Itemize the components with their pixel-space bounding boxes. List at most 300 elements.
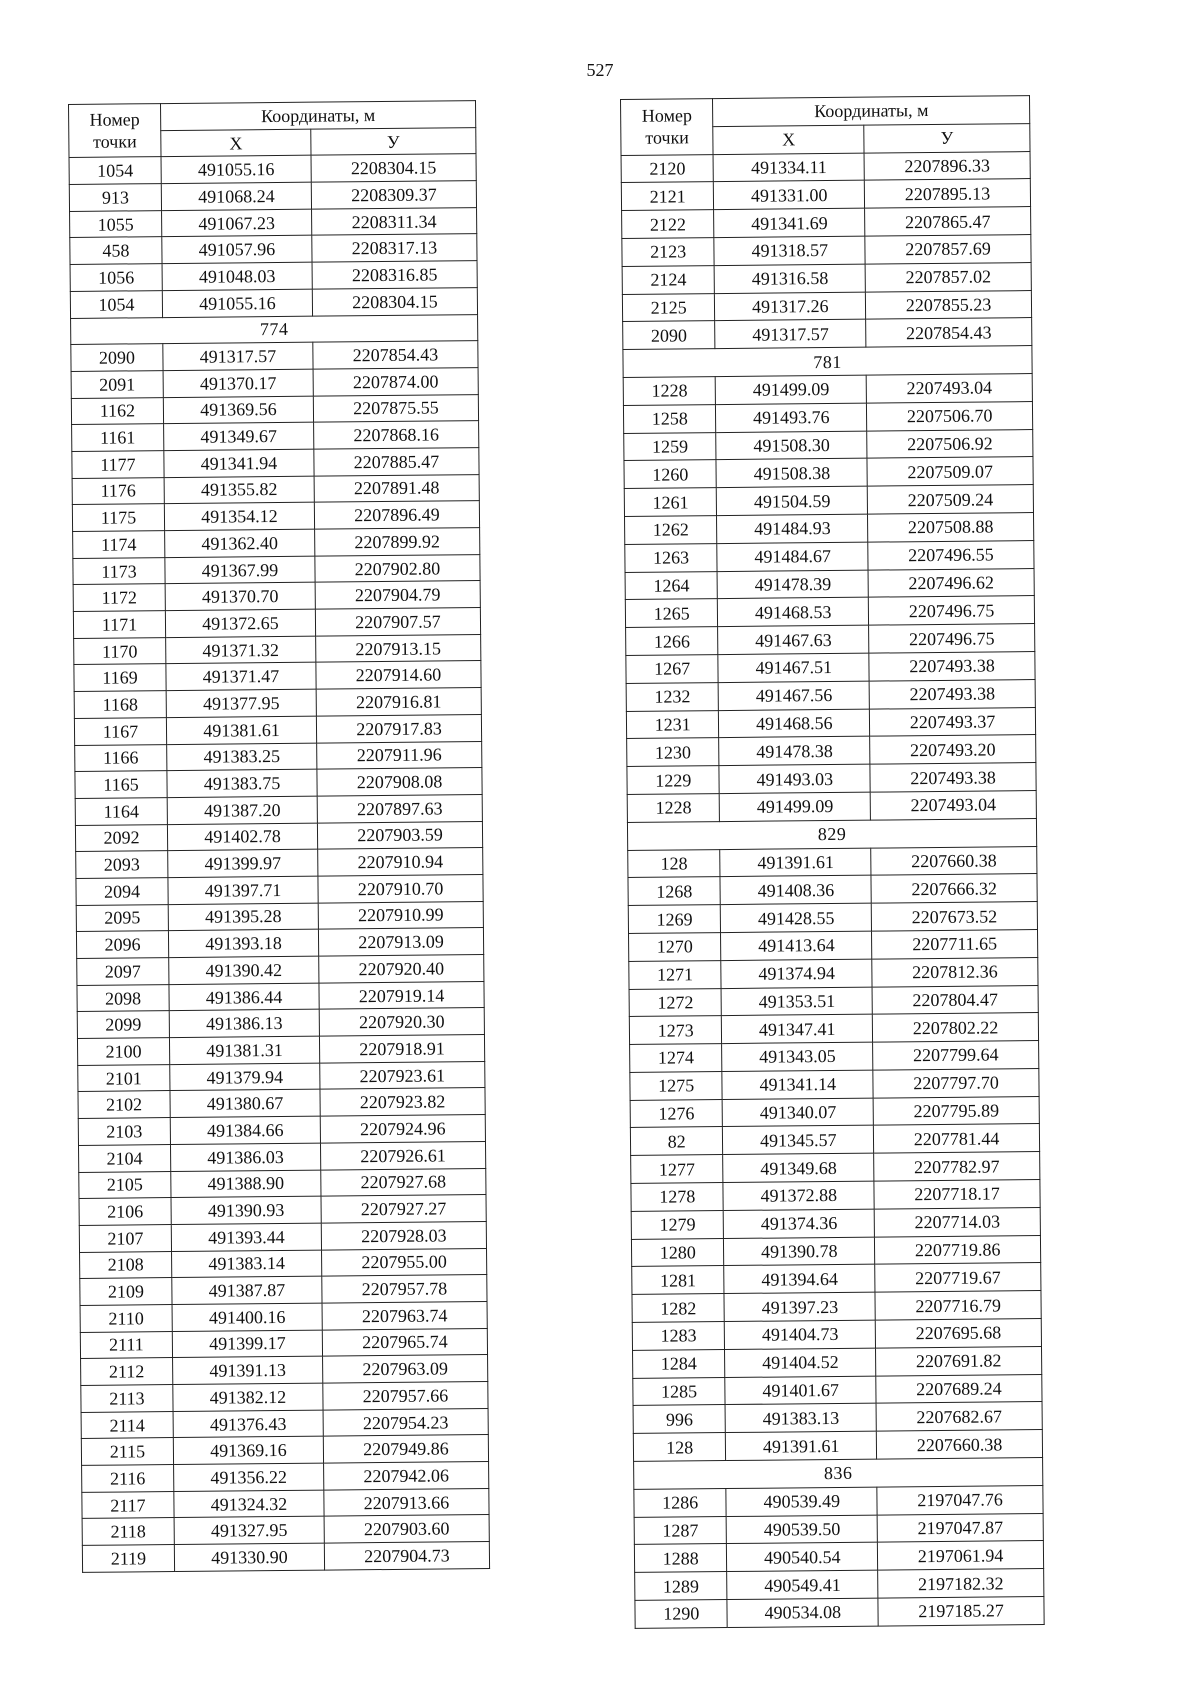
- group-row: [623, 346, 1032, 378]
- table-row: [70, 234, 477, 265]
- y-coordinate-cell: 2207963.09: [323, 1355, 488, 1383]
- x-coordinate-cell: 491057.96: [162, 236, 312, 264]
- table-row: [69, 181, 476, 212]
- y-coordinate-cell: 2207855.23: [866, 290, 1032, 319]
- table-row: [626, 707, 1035, 739]
- x-coordinate-cell: 491493.03: [719, 764, 870, 793]
- x-coordinate-cell: 491387.20: [167, 796, 317, 824]
- point-number-cell: 2124: [622, 265, 715, 294]
- x-coordinate-cell: 491383.14: [172, 1250, 322, 1278]
- x-coordinate-cell: 491354.12: [164, 502, 314, 530]
- point-number-cell: 2118: [82, 1518, 174, 1546]
- point-number-cell: 2122: [622, 210, 715, 239]
- point-number-cell: 1173: [73, 557, 165, 585]
- point-number-cell: 1277: [631, 1155, 724, 1184]
- table-row: [76, 901, 483, 932]
- point-number-cell: 1056: [70, 264, 162, 292]
- point-number-cell: 2099: [77, 1011, 169, 1039]
- x-coordinate-cell: 491317.57: [163, 342, 313, 370]
- table-body: [621, 151, 1044, 1628]
- x-coordinate-cell: 491343.05: [722, 1042, 873, 1071]
- x-coordinate-cell: 491355.82: [164, 476, 314, 504]
- y-coordinate-cell: 2207942.06: [324, 1462, 489, 1490]
- table-row: [627, 763, 1036, 795]
- x-coordinate-cell: 491353.51: [721, 987, 872, 1016]
- y-coordinate-cell: 2207896.33: [864, 151, 1030, 180]
- x-coordinate-cell: 491386.03: [170, 1143, 320, 1171]
- x-coordinate-cell: 491504.59: [717, 486, 868, 515]
- point-number-cell: 1164: [75, 797, 167, 825]
- y-header: У: [864, 123, 1030, 152]
- point-number-cell: 1054: [69, 157, 161, 185]
- table-row: [630, 1068, 1039, 1100]
- y-coordinate-cell: 2207911.96: [317, 741, 482, 769]
- x-coordinate-cell: 491467.51: [718, 653, 869, 682]
- table-row: [81, 1408, 488, 1439]
- point-number-cell: 1168: [74, 691, 166, 719]
- table-row: [622, 290, 1031, 322]
- table-row: [635, 1597, 1044, 1629]
- x-header: X: [713, 125, 864, 154]
- table-row: [622, 207, 1031, 239]
- y-coordinate-cell: 2207874.00: [313, 367, 478, 395]
- table-row: [629, 985, 1038, 1017]
- x-coordinate-cell: 491478.39: [717, 570, 868, 599]
- y-coordinate-cell: 2207797.70: [873, 1068, 1039, 1097]
- table-row: [75, 821, 482, 852]
- point-number-cell: 458: [70, 237, 162, 265]
- x-coordinate-cell: 491499.09: [720, 792, 871, 821]
- table-row: [76, 874, 483, 905]
- x-coordinate-cell: 491377.95: [166, 689, 316, 717]
- point-number-cell: 2090: [623, 321, 716, 350]
- x-coordinate-cell: 491327.95: [174, 1517, 324, 1545]
- point-number-cell: 1284: [633, 1349, 726, 1378]
- x-coordinate-cell: 491349.68: [723, 1153, 874, 1182]
- point-number-header: [69, 104, 162, 158]
- x-coordinate-cell: 491499.09: [716, 375, 867, 404]
- y-coordinate-cell: 2207812.36: [872, 957, 1038, 986]
- y-coordinate-cell: 2207506.70: [867, 401, 1033, 430]
- y-coordinate-cell: 2207920.40: [319, 955, 484, 983]
- x-coordinate-cell: 491399.17: [172, 1330, 322, 1358]
- x-coordinate-cell: 491383.25: [167, 743, 317, 771]
- x-coordinate-cell: 491317.26: [715, 292, 866, 321]
- y-coordinate-cell: 2207913.15: [316, 634, 481, 662]
- y-coordinate-cell: 2207902.80: [315, 554, 480, 582]
- x-coordinate-cell: 491068.24: [161, 182, 311, 210]
- table-row: [70, 287, 477, 318]
- x-coordinate-cell: 490539.49: [726, 1487, 877, 1516]
- y-coordinate-cell: 2207885.47: [314, 448, 479, 476]
- table-row: [625, 513, 1034, 545]
- y-coordinate-cell: 2207891.48: [314, 474, 479, 502]
- table-header: [621, 96, 1031, 156]
- table-row: [631, 1207, 1040, 1239]
- x-coordinate-cell: 491048.03: [162, 262, 312, 290]
- y-coordinate-cell: 2207714.03: [874, 1207, 1040, 1236]
- point-number-cell: 2120: [621, 154, 714, 183]
- y-coordinate-cell: 2207509.07: [867, 457, 1033, 486]
- point-number-cell: 2091: [71, 370, 163, 398]
- table-row: [635, 1569, 1044, 1601]
- table-row: [622, 262, 1031, 294]
- point-number-cell: 2102: [78, 1091, 170, 1119]
- table-row: [72, 421, 479, 452]
- point-number-header: [621, 99, 714, 155]
- y-coordinate-cell: 2207799.64: [873, 1041, 1039, 1070]
- table-row: [76, 928, 483, 959]
- y-coordinate-cell: 2207914.60: [316, 661, 481, 689]
- y-coordinate-cell: 2207719.67: [875, 1263, 1041, 1292]
- point-number-cell: 1055: [70, 210, 162, 238]
- point-number-cell: 1267: [626, 655, 719, 684]
- x-coordinate-cell: 491345.57: [723, 1126, 874, 1155]
- table-row: [78, 1115, 485, 1146]
- point-number-cell: 1283: [632, 1322, 725, 1351]
- y-coordinate-cell: 2207896.49: [314, 501, 479, 529]
- x-coordinate-cell: 491067.23: [162, 209, 312, 237]
- x-coordinate-cell: 491369.56: [163, 396, 313, 424]
- x-coordinate-cell: 491390.78: [724, 1237, 875, 1266]
- table-row: [628, 846, 1037, 878]
- y-coordinate-cell: 2207868.16: [314, 421, 479, 449]
- y-coordinate-cell: 2207903.60: [324, 1515, 489, 1543]
- table-row: [631, 1235, 1040, 1267]
- point-number-cell: 1264: [625, 571, 718, 600]
- point-number-cell: 996: [633, 1405, 726, 1434]
- point-number-cell: 2098: [77, 984, 169, 1012]
- y-coordinate-cell: 2208304.15: [312, 287, 477, 315]
- x-coordinate-cell: 491367.99: [165, 556, 315, 584]
- table-row: [630, 1096, 1039, 1128]
- point-number-cell: 1269: [628, 905, 721, 934]
- group-number: 829: [627, 818, 1036, 850]
- table-row: [80, 1275, 487, 1306]
- table-row: [630, 1041, 1039, 1073]
- table-row: [75, 741, 482, 772]
- y-coordinate-cell: 2208317.13: [312, 234, 477, 262]
- x-coordinate-cell: 491317.57: [715, 320, 866, 349]
- x-coordinate-cell: 491383.13: [725, 1404, 876, 1433]
- y-coordinate-cell: 2207963.74: [322, 1301, 487, 1329]
- y-coordinate-cell: 2207716.79: [875, 1291, 1041, 1320]
- table-row: [626, 651, 1035, 683]
- group-number: 836: [634, 1458, 1043, 1490]
- table-body: [69, 154, 490, 1572]
- table-row: [72, 501, 479, 532]
- y-coordinate-cell: 2207782.97: [874, 1152, 1040, 1181]
- y-coordinate-cell: 2208316.85: [312, 261, 477, 289]
- point-number-cell: 1272: [629, 988, 722, 1017]
- point-number-cell: 2090: [71, 344, 163, 372]
- x-coordinate-cell: 491393.18: [168, 929, 318, 957]
- point-number-cell: 2112: [81, 1358, 173, 1386]
- point-number-cell: 2097: [77, 958, 169, 986]
- x-coordinate-cell: 491341.94: [164, 449, 314, 477]
- point-number-header-line2: точки: [92, 131, 137, 152]
- y-coordinate-cell: 2207496.62: [868, 568, 1034, 597]
- table-row: [76, 848, 483, 879]
- y-coordinate-cell: 2207804.47: [872, 985, 1038, 1014]
- point-number-cell: 1231: [626, 710, 719, 739]
- x-coordinate-cell: 491379.94: [170, 1063, 320, 1091]
- y-coordinate-cell: 2207928.03: [321, 1221, 486, 1249]
- point-number-cell: 1280: [631, 1238, 724, 1267]
- y-coordinate-cell: 2207857.69: [865, 235, 1031, 264]
- y-coordinate-cell: 2207919.14: [319, 981, 484, 1009]
- table-row: [631, 1180, 1040, 1212]
- x-coordinate-cell: 491330.90: [174, 1543, 324, 1571]
- table-row: [70, 261, 477, 292]
- point-number-cell: 1167: [74, 717, 166, 745]
- table-row: [632, 1263, 1041, 1295]
- x-coordinate-cell: 491484.93: [717, 514, 868, 543]
- table-row: [72, 474, 479, 505]
- table-row: [80, 1248, 487, 1279]
- x-coordinate-cell: 491318.57: [714, 236, 865, 265]
- table-row: [77, 1035, 484, 1066]
- table-row: [69, 154, 476, 185]
- point-number-cell: 128: [633, 1433, 726, 1462]
- y-coordinate-cell: 2207910.94: [318, 848, 483, 876]
- point-number-cell: 1228: [627, 793, 720, 822]
- point-number-cell: 1278: [631, 1183, 724, 1212]
- table-row: [77, 955, 484, 986]
- point-number-cell: 2093: [76, 851, 168, 879]
- table-row: [71, 341, 478, 372]
- table-row: [633, 1402, 1042, 1434]
- table-row: [79, 1168, 486, 1199]
- y-coordinate-cell: 2208309.37: [311, 181, 476, 209]
- y-coordinate-cell: 2207926.61: [320, 1141, 485, 1169]
- y-coordinate-cell: 2207957.78: [322, 1275, 487, 1303]
- y-coordinate-cell: 2207802.22: [872, 1013, 1038, 1042]
- group-number: 774: [71, 314, 478, 345]
- table-row: [71, 367, 478, 398]
- table-row: [78, 1088, 485, 1119]
- y-coordinate-cell: 2207496.75: [868, 596, 1034, 625]
- y-coordinate-cell: 2207509.24: [867, 485, 1033, 514]
- point-number-cell: 1169: [74, 664, 166, 692]
- point-number-cell: 1275: [630, 1071, 723, 1100]
- y-coordinate-cell: 2207927.27: [321, 1195, 486, 1223]
- table-row: [628, 902, 1037, 934]
- x-coordinate-cell: 491390.42: [169, 956, 319, 984]
- point-number-cell: 1165: [75, 771, 167, 799]
- table-row: [621, 179, 1030, 211]
- group-row: [71, 314, 478, 345]
- point-number-cell: 1266: [626, 627, 719, 656]
- x-coordinate-cell: 490540.54: [727, 1543, 878, 1572]
- y-coordinate-cell: 2207795.89: [873, 1096, 1039, 1125]
- point-number-cell: 2111: [80, 1331, 172, 1359]
- x-coordinate-cell: 491387.87: [172, 1276, 322, 1304]
- point-number-cell: 2096: [76, 931, 168, 959]
- table-row: [82, 1462, 489, 1493]
- point-number-cell: 2114: [81, 1411, 173, 1439]
- y-coordinate-cell: 2197182.32: [878, 1569, 1044, 1598]
- y-coordinate-cell: 2207496.75: [869, 624, 1035, 653]
- x-coordinate-cell: 491400.16: [172, 1303, 322, 1331]
- point-number-cell: 1261: [624, 488, 717, 517]
- y-coordinate-cell: 2197047.76: [877, 1485, 1043, 1514]
- table-row: [628, 874, 1037, 906]
- point-number-cell: 2107: [79, 1224, 171, 1252]
- point-number-cell: 1290: [635, 1600, 728, 1629]
- table-row: [632, 1291, 1041, 1323]
- table-row: [78, 1061, 485, 1092]
- y-coordinate-cell: 2207673.52: [871, 902, 1037, 931]
- x-coordinate-cell: 491386.13: [169, 1010, 319, 1038]
- x-coordinate-cell: 491404.73: [725, 1320, 876, 1349]
- x-coordinate-cell: 490549.41: [727, 1570, 878, 1599]
- y-coordinate-cell: 2207923.82: [320, 1088, 485, 1116]
- x-coordinate-cell: 491404.52: [725, 1348, 876, 1377]
- point-number-cell: 2106: [79, 1198, 171, 1226]
- point-number-cell: 1288: [634, 1544, 727, 1573]
- point-number-cell: 1287: [634, 1516, 727, 1545]
- y-coordinate-cell: 2207965.74: [322, 1328, 487, 1356]
- table-row: [77, 981, 484, 1012]
- point-number-cell: 1258: [623, 404, 716, 433]
- x-coordinate-cell: 491316.58: [715, 264, 866, 293]
- table-row: [634, 1485, 1043, 1517]
- x-coordinate-cell: 491370.70: [165, 583, 315, 611]
- table-row: [624, 457, 1033, 489]
- table-row: [73, 554, 480, 585]
- y-coordinate-cell: 2207904.79: [315, 581, 480, 609]
- x-coordinate-cell: 491381.61: [166, 716, 316, 744]
- table-row: [80, 1328, 487, 1359]
- y-coordinate-cell: 2207493.38: [869, 651, 1035, 680]
- point-number-cell: 1162: [71, 397, 163, 425]
- point-number-cell: 1276: [630, 1099, 723, 1128]
- table-row: [77, 1008, 484, 1039]
- table-row: [73, 608, 480, 639]
- x-coordinate-cell: 491382.12: [173, 1383, 323, 1411]
- table-row: [621, 151, 1030, 183]
- y-coordinate-cell: 2207923.61: [320, 1061, 485, 1089]
- x-coordinate-cell: 491390.93: [171, 1196, 321, 1224]
- table-row: [80, 1301, 487, 1332]
- table-row: [75, 794, 482, 825]
- point-number-cell: 1262: [625, 516, 718, 545]
- x-coordinate-cell: 491397.71: [168, 876, 318, 904]
- y-coordinate-cell: 2207493.38: [870, 763, 1036, 792]
- point-number-cell: 1273: [629, 1016, 722, 1045]
- coordinates-table-right: [620, 95, 1045, 1629]
- y-coordinate-cell: 2207781.44: [874, 1124, 1040, 1153]
- x-coordinate-cell: 491478.38: [719, 736, 870, 765]
- x-coordinate-cell: 491340.07: [723, 1098, 874, 1127]
- y-coordinate-cell: 2207897.63: [317, 794, 482, 822]
- y-coordinate-cell: 2207689.24: [876, 1374, 1042, 1403]
- x-coordinate-cell: 491386.44: [169, 983, 319, 1011]
- y-coordinate-cell: 2208311.34: [312, 207, 477, 235]
- x-coordinate-cell: 491383.75: [167, 769, 317, 797]
- y-coordinate-cell: 2207924.96: [320, 1115, 485, 1143]
- x-coordinate-cell: 491362.40: [165, 529, 315, 557]
- table-row: [622, 235, 1031, 267]
- group-row: [627, 818, 1036, 850]
- point-number-cell: 1161: [72, 424, 164, 452]
- point-number-cell: 1263: [625, 543, 718, 572]
- point-number-header-line1: Номер: [89, 109, 140, 130]
- x-header: X: [161, 129, 311, 157]
- x-coordinate-cell: 491347.41: [722, 1014, 873, 1043]
- point-number-cell: 2108: [80, 1251, 172, 1279]
- y-coordinate-cell: 2207508.88: [868, 513, 1034, 542]
- group-number: 781: [623, 346, 1032, 378]
- table-row: [81, 1355, 488, 1386]
- point-number-cell: 1175: [72, 504, 164, 532]
- table-row: [81, 1435, 488, 1466]
- table-row: [633, 1430, 1042, 1462]
- table-row: [624, 429, 1033, 461]
- table-row: [626, 679, 1035, 711]
- point-number-cell: 2125: [622, 293, 715, 322]
- x-coordinate-cell: 491391.61: [726, 1431, 877, 1460]
- y-coordinate-cell: 2207711.65: [872, 929, 1038, 958]
- x-coordinate-cell: 491349.67: [164, 422, 314, 450]
- x-coordinate-cell: 491397.23: [724, 1292, 875, 1321]
- table-row: [82, 1515, 489, 1546]
- x-coordinate-cell: 491341.69: [714, 208, 865, 237]
- y-coordinate-cell: 2207910.70: [318, 874, 483, 902]
- table-row: [625, 596, 1034, 628]
- y-coordinate-cell: 2207682.67: [876, 1402, 1042, 1431]
- y-coordinate-cell: 2207718.17: [874, 1180, 1040, 1209]
- table-row: [625, 568, 1034, 600]
- point-number-cell: 1265: [625, 599, 718, 628]
- point-number-cell: 1230: [627, 738, 720, 767]
- point-number-cell: 1281: [632, 1266, 725, 1295]
- table-row: [82, 1542, 489, 1573]
- table-row: [627, 735, 1036, 767]
- point-number-cell: 1176: [72, 477, 164, 505]
- point-number-cell: 1279: [631, 1210, 724, 1239]
- point-number-cell: 1282: [632, 1294, 725, 1323]
- point-number-cell: 1289: [635, 1572, 728, 1601]
- y-coordinate-cell: 2207949.86: [323, 1435, 488, 1463]
- x-coordinate-cell: 491341.14: [722, 1070, 873, 1099]
- table-row: [623, 318, 1032, 350]
- y-coordinate-cell: 2207918.91: [319, 1035, 484, 1063]
- y-coordinate-cell: 2207857.02: [865, 262, 1031, 291]
- x-coordinate-cell: 491467.56: [719, 681, 870, 710]
- table-row: [623, 374, 1032, 406]
- y-coordinate-cell: 2207910.99: [318, 901, 483, 929]
- y-coordinate-cell: 2207907.57: [315, 608, 480, 636]
- y-coordinate-cell: 2207854.43: [866, 318, 1032, 347]
- table-row: [73, 581, 480, 612]
- y-coordinate-cell: 2197061.94: [878, 1541, 1044, 1570]
- x-coordinate-cell: 491467.63: [718, 625, 869, 654]
- x-coordinate-cell: 491371.32: [166, 636, 316, 664]
- point-number-cell: 1054: [70, 290, 162, 318]
- y-coordinate-cell: 2207493.04: [866, 374, 1032, 403]
- y-coordinate-cell: 2207917.83: [316, 714, 481, 742]
- point-number-cell: 2115: [81, 1438, 173, 1466]
- point-number-cell: 2109: [80, 1278, 172, 1306]
- table-row: [623, 401, 1032, 433]
- table-row: [74, 714, 481, 745]
- table-row: [75, 768, 482, 799]
- x-coordinate-cell: 491401.67: [725, 1376, 876, 1405]
- x-coordinate-cell: 491331.00: [714, 181, 865, 210]
- point-number-cell: 1286: [634, 1488, 727, 1517]
